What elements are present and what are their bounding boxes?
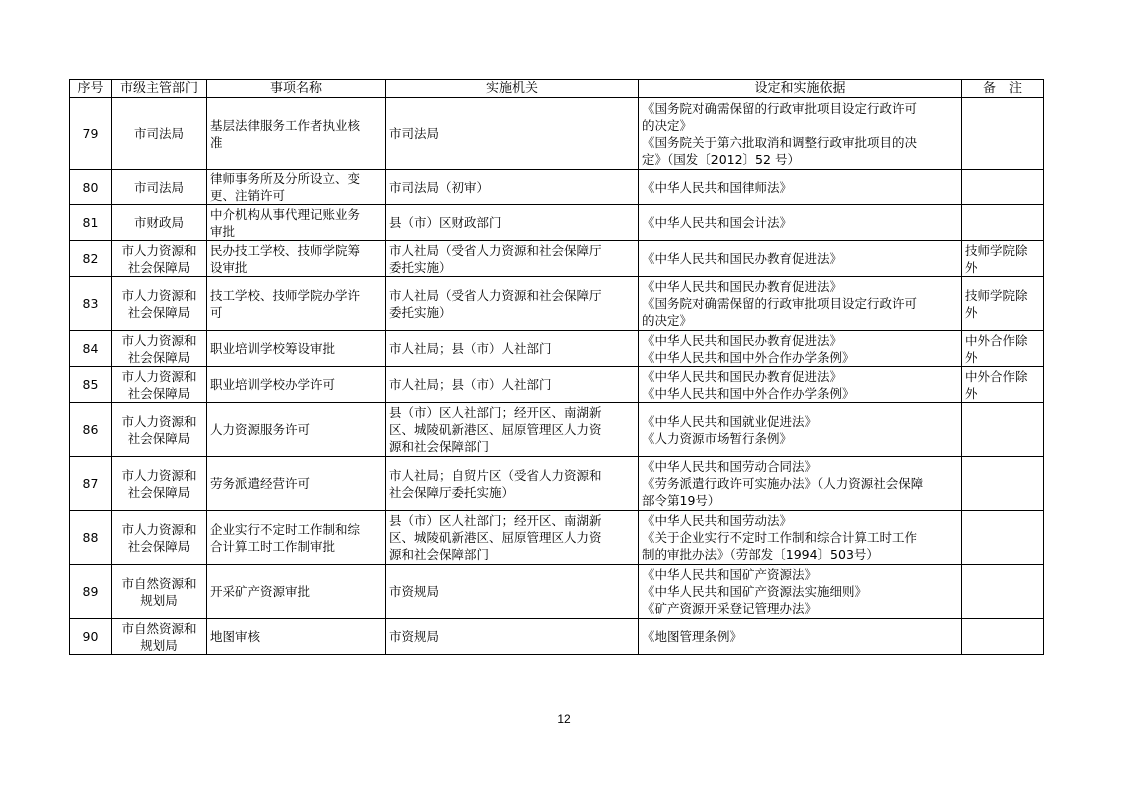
table-row	[70, 277, 1044, 331]
page-number: 12	[557, 712, 571, 726]
cell-line: 外	[965, 304, 978, 320]
cell-line: 审批	[210, 223, 236, 239]
cell-seq: 79	[70, 98, 112, 170]
cell-line: 《中华人民共和国劳动合同法》	[642, 459, 818, 474]
table-row	[70, 241, 1044, 277]
cell-line: 市司法局	[389, 126, 440, 141]
cell-line: 《国务院关于第六批取消和调整行政审批项目的决	[642, 134, 918, 150]
cell-line: 民办技工学校、技师学院筹	[210, 242, 361, 258]
cell-line: 《矿产资源开采登记管理办法》	[642, 601, 818, 616]
cell-agency	[386, 205, 639, 241]
cell-note	[962, 241, 1044, 277]
cell-item	[207, 331, 386, 367]
cell-line: 制的审批办法》（劳部发〔1994〕503号）	[642, 547, 879, 562]
cell-dept	[112, 367, 207, 403]
table-row	[70, 511, 1044, 565]
cell-item	[207, 241, 386, 277]
cell-line: 县（市）区财政部门	[389, 215, 502, 230]
cell-basis	[639, 619, 962, 655]
cell-line: 市司法局	[133, 126, 184, 141]
cell-line: 市财政局	[133, 215, 184, 230]
cell-line: 社会保障局	[127, 259, 191, 275]
cell-line: 《关于企业实行不定时工作制和综合计算工时工作	[642, 530, 918, 545]
cell-line: 市人力资源和	[121, 332, 197, 348]
cell-note	[962, 98, 1044, 170]
cell-line: 《地图管理条例》	[642, 629, 743, 644]
cell-line: 基层法律服务工作者执业核	[210, 117, 361, 133]
cell-line: 企业实行不定时工作制和综	[210, 521, 361, 537]
cell-line: 技工学校、技师学院办学许	[210, 287, 361, 303]
cell-line: 《中华人民共和国律师法》	[642, 179, 793, 195]
cell-seq: 90	[70, 619, 112, 655]
cell-item	[207, 98, 386, 170]
cell-line: 《中华人民共和国矿产资源法》	[642, 567, 818, 582]
cell-line: 市人力资源和	[121, 242, 197, 258]
cell-line: 区、城陵矶新港区、屈原管理区人力资	[389, 422, 602, 437]
header-seq: 序号	[70, 80, 112, 98]
cell-note	[962, 277, 1044, 331]
cell-line: 社会保障局	[127, 484, 191, 500]
cell-agency	[386, 565, 639, 619]
cell-dept	[112, 619, 207, 655]
cell-line: 《国务院对确需保留的行政审批项目设定行政许可	[642, 296, 918, 311]
cell-line: 社会保障局	[127, 538, 191, 554]
cell-line: 《中华人民共和国民办教育促进法》	[642, 279, 843, 294]
cell-dept	[112, 511, 207, 565]
cell-agency	[386, 457, 639, 511]
cell-basis	[639, 403, 962, 457]
cell-line: 地图审核	[210, 629, 261, 644]
cell-seq: 84	[70, 331, 112, 367]
cell-line: 市司法局	[133, 179, 184, 195]
table-row	[70, 367, 1044, 403]
cell-basis	[639, 205, 962, 241]
cell-line: 《人力资源市场暂行条例》	[642, 430, 793, 446]
table-row	[70, 170, 1044, 205]
cell-line: 技师学院除	[965, 242, 1028, 258]
cell-item	[207, 511, 386, 565]
table-row	[70, 331, 1044, 367]
table-row	[70, 98, 1044, 170]
cell-note	[962, 511, 1044, 565]
cell-line: 《中华人民共和国民办教育促进法》	[642, 251, 843, 266]
cell-item	[207, 403, 386, 457]
cell-dept	[112, 205, 207, 241]
cell-note	[962, 565, 1044, 619]
cell-line: 市人力资源和	[121, 467, 197, 483]
cell-line: 《中华人民共和国中外合作办学条例》	[642, 385, 855, 401]
cell-line: 人力资源服务许可	[210, 422, 311, 437]
cell-line: 《中华人民共和国就业促进法》	[642, 413, 818, 429]
cell-line: 的决定》	[642, 313, 693, 328]
cell-agency	[386, 170, 639, 205]
cell-item	[207, 457, 386, 511]
cell-seq: 81	[70, 205, 112, 241]
cell-line: 市人社局；县（市）人社部门	[389, 377, 552, 392]
table-row	[70, 619, 1044, 655]
cell-basis	[639, 241, 962, 277]
cell-line: 市资规局	[389, 629, 440, 644]
cell-basis	[639, 277, 962, 331]
cell-item	[207, 619, 386, 655]
cell-line: 社会保障局	[127, 349, 191, 365]
cell-line: 外	[965, 385, 978, 401]
cell-line: 市人社局；自贸片区（受省人力资源和	[389, 467, 602, 483]
cell-line: 技师学院除	[965, 287, 1028, 303]
cell-agency	[386, 98, 639, 170]
cell-agency	[386, 367, 639, 403]
cell-seq: 83	[70, 277, 112, 331]
cell-basis	[639, 457, 962, 511]
cell-line: 县（市）区人社部门；经开区、南湖新	[389, 513, 602, 528]
cell-note	[962, 619, 1044, 655]
cell-line: 中外合作除	[965, 368, 1028, 384]
cell-line: 中外合作除	[965, 332, 1028, 348]
cell-line: 律师事务所及分所设立、变	[210, 171, 361, 186]
cell-item	[207, 205, 386, 241]
cell-seq: 85	[70, 367, 112, 403]
cell-line: 社会保障厅委托实施）	[389, 484, 515, 500]
cell-line: 规划局	[140, 592, 178, 608]
cell-note	[962, 457, 1044, 511]
cell-line: 《中华人民共和国会计法》	[642, 215, 793, 230]
table-row	[70, 457, 1044, 511]
table-row	[70, 205, 1044, 241]
cell-note	[962, 403, 1044, 457]
cell-line: 市自然资源和	[121, 575, 197, 591]
cell-line: 市自然资源和	[121, 620, 197, 636]
cell-note	[962, 205, 1044, 241]
cell-line: 的决定》	[642, 117, 693, 133]
cell-note	[962, 367, 1044, 403]
cell-dept	[112, 331, 207, 367]
cell-line: 《中华人民共和国矿产资源法实施细则》	[642, 584, 868, 599]
header-dept: 市级主管部门	[112, 80, 207, 98]
cell-line: 设审批	[210, 259, 248, 275]
cell-dept	[112, 277, 207, 331]
cell-line: 外	[965, 259, 978, 275]
cell-line: 规划局	[140, 637, 178, 653]
cell-seq: 87	[70, 457, 112, 511]
admin-approval-table	[69, 79, 1044, 655]
cell-dept	[112, 241, 207, 277]
cell-line: 部令第19号）	[642, 493, 721, 508]
cell-line: 《国务院对确需保留的行政审批项目设定行政许可	[642, 100, 918, 116]
cell-line: 职业培训学校筹设审批	[210, 341, 336, 356]
cell-line: 市人力资源和	[121, 287, 197, 303]
cell-seq: 80	[70, 170, 112, 205]
cell-basis	[639, 511, 962, 565]
cell-basis	[639, 331, 962, 367]
cell-line: 更、注销许可	[210, 188, 286, 203]
cell-line: 《劳务派遣行政许可实施办法》（人力资源社会保障	[642, 476, 924, 491]
cell-line: 县（市）区人社部门；经开区、南湖新	[389, 405, 602, 420]
cell-line: 《中华人民共和国劳动法》	[642, 513, 793, 528]
header-agency: 实施机关	[386, 80, 639, 98]
cell-line: 源和社会保障部门	[389, 547, 490, 562]
cell-line: 《中华人民共和国中外合作办学条例》	[642, 349, 855, 365]
cell-seq: 86	[70, 403, 112, 457]
cell-note	[962, 170, 1044, 205]
cell-line: 市人力资源和	[121, 368, 197, 384]
cell-line: 源和社会保障部门	[389, 439, 490, 454]
cell-line: 定》（国发〔2012〕52 号）	[642, 151, 800, 167]
header-item: 事项名称	[207, 80, 386, 98]
cell-dept	[112, 98, 207, 170]
cell-dept	[112, 403, 207, 457]
cell-agency	[386, 619, 639, 655]
header-note: 备 注	[962, 80, 1044, 98]
cell-line: 市司法局（初审）	[389, 179, 490, 195]
cell-line: 社会保障局	[127, 304, 191, 320]
cell-line: 《中华人民共和国民办教育促进法》	[642, 368, 843, 384]
cell-item	[207, 277, 386, 331]
cell-agency	[386, 331, 639, 367]
cell-basis	[639, 565, 962, 619]
cell-dept	[112, 457, 207, 511]
cell-basis	[639, 367, 962, 403]
cell-item	[207, 565, 386, 619]
cell-line: 委托实施）	[389, 304, 452, 320]
cell-line: 市资规局	[389, 584, 440, 599]
cell-dept	[112, 170, 207, 205]
table-header-row	[70, 80, 1044, 98]
cell-note	[962, 331, 1044, 367]
cell-line: 市人社局（受省人力资源和社会保障厅	[389, 242, 602, 258]
cell-seq: 89	[70, 565, 112, 619]
table-body	[70, 98, 1044, 655]
cell-line: 中介机构从事代理记账业务	[210, 206, 361, 222]
cell-line: 市人力资源和	[121, 413, 197, 429]
cell-seq: 88	[70, 511, 112, 565]
cell-line: 委托实施）	[389, 259, 452, 275]
cell-line: 市人社局；县（市）人社部门	[389, 341, 552, 356]
cell-line: 合计算工时工作制审批	[210, 538, 336, 554]
cell-line: 外	[965, 349, 978, 365]
cell-agency	[386, 241, 639, 277]
cell-line: 社会保障局	[127, 430, 191, 446]
cell-agency	[386, 277, 639, 331]
cell-seq: 82	[70, 241, 112, 277]
table-row	[70, 565, 1044, 619]
cell-line: 劳务派遣经营许可	[210, 476, 311, 491]
cell-dept	[112, 565, 207, 619]
cell-line: 社会保障局	[127, 385, 191, 401]
cell-line: 职业培训学校办学许可	[210, 377, 336, 392]
header-basis: 设定和实施依据	[639, 80, 962, 98]
cell-agency	[386, 403, 639, 457]
cell-basis	[639, 170, 962, 205]
cell-line: 《中华人民共和国民办教育促进法》	[642, 332, 843, 348]
cell-line: 可	[210, 304, 223, 320]
cell-line: 区、城陵矶新港区、屈原管理区人力资	[389, 530, 602, 545]
cell-line: 准	[210, 134, 223, 150]
cell-line: 市人社局（受省人力资源和社会保障厅	[389, 287, 602, 303]
cell-item	[207, 170, 386, 205]
cell-basis	[639, 98, 962, 170]
cell-agency	[386, 511, 639, 565]
cell-line: 开采矿产资源审批	[210, 584, 311, 599]
table-row	[70, 403, 1044, 457]
cell-line: 市人力资源和	[121, 521, 197, 537]
cell-item	[207, 367, 386, 403]
